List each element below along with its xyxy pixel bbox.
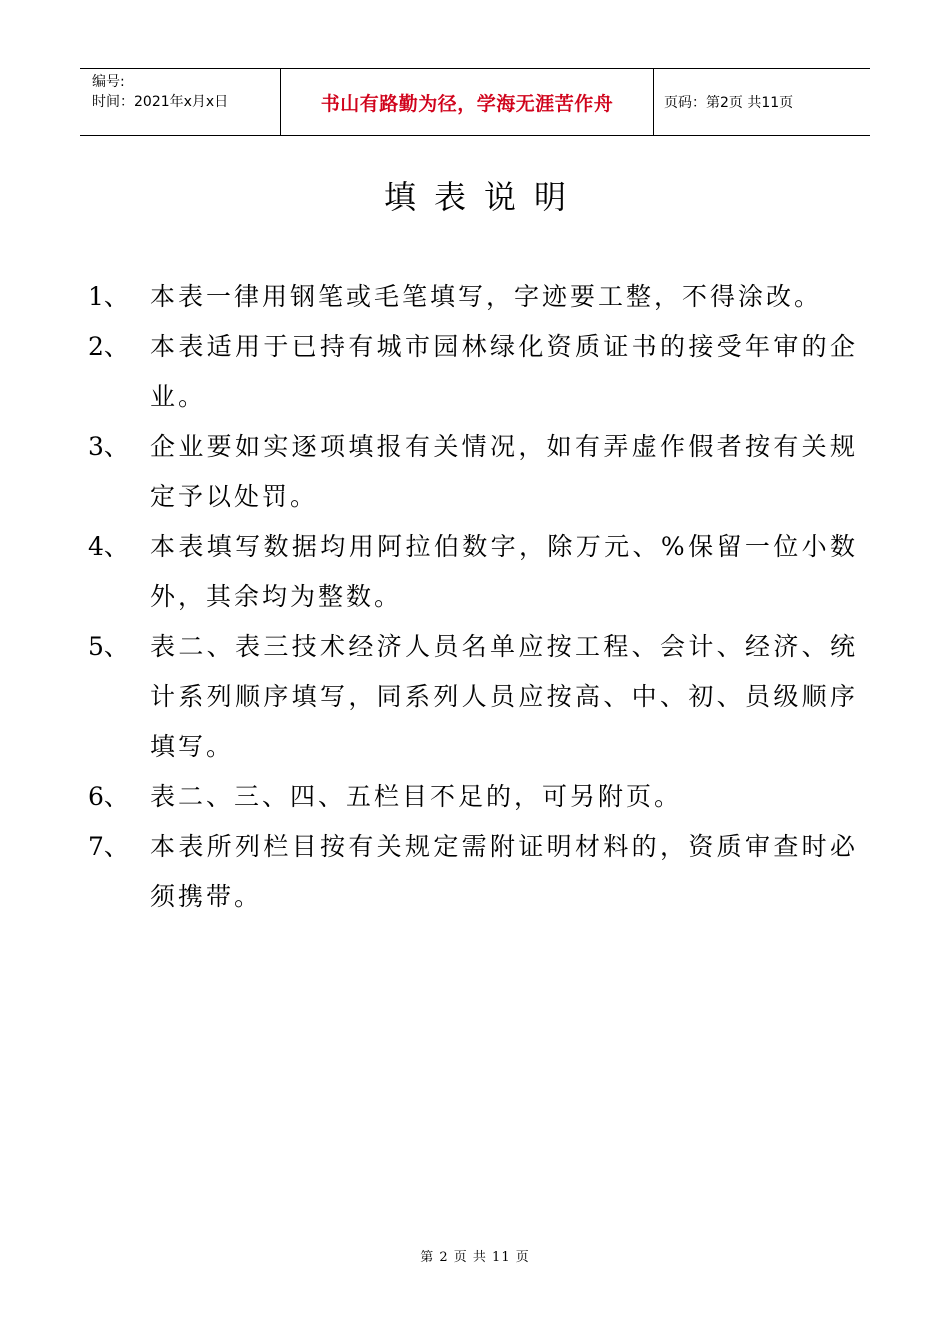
serial-number-label: 编号:	[92, 74, 125, 90]
page-footer: 第 2 页 共 11 页	[420, 1250, 530, 1265]
list-item	[88, 272, 868, 322]
page-title: 填表说明	[383, 178, 584, 216]
item-number: 6、	[88, 782, 129, 811]
item-number: 5、	[88, 632, 129, 661]
instruction-list	[88, 272, 868, 922]
item-number: 7、	[88, 832, 129, 861]
list-item	[88, 422, 868, 522]
list-item	[88, 822, 868, 922]
item-number: 2、	[88, 332, 129, 361]
item-text: 本表一律用钢笔或毛笔填写，字迹要工整，不得涂改。	[150, 282, 823, 311]
item-text: 本表填写数据均用阿拉伯数字，除万元、%保留一位小数外，其余均为整数。	[150, 532, 858, 611]
item-number: 3、	[88, 432, 129, 461]
item-number: 4、	[88, 532, 129, 561]
list-item	[88, 522, 868, 622]
header-meta-cell	[80, 69, 281, 135]
header-page-cell	[654, 69, 870, 135]
item-text: 表二、三、四、五栏目不足的，可另附页。	[150, 782, 683, 811]
item-text: 本表所列栏目按有关规定需附证明材料的，资质审查时必须携带。	[150, 832, 858, 911]
header-motto-cell	[281, 69, 654, 135]
list-item	[88, 322, 868, 422]
item-text: 企业要如实逐项填报有关情况，如有弄虚作假者按有关规定予以处罚。	[150, 432, 858, 511]
document-header	[80, 68, 870, 136]
date-label: 时间：2021年x月x日	[92, 94, 229, 110]
list-item	[88, 772, 868, 822]
motto-text: 书山有路勤为径，学海无涯苦作舟	[320, 92, 614, 115]
list-item	[88, 622, 868, 772]
item-text: 表二、表三技术经济人员名单应按工程、会计、经济、统计系列顺序填写，同系列人员应按高、中、初、员级顺序填写。	[150, 632, 858, 761]
item-number: 1、	[88, 282, 129, 311]
page-info: 页码：第2页 共11页	[664, 95, 794, 111]
item-text: 本表适用于已持有城市园林绿化资质证书的接受年审的企业。	[150, 332, 858, 411]
